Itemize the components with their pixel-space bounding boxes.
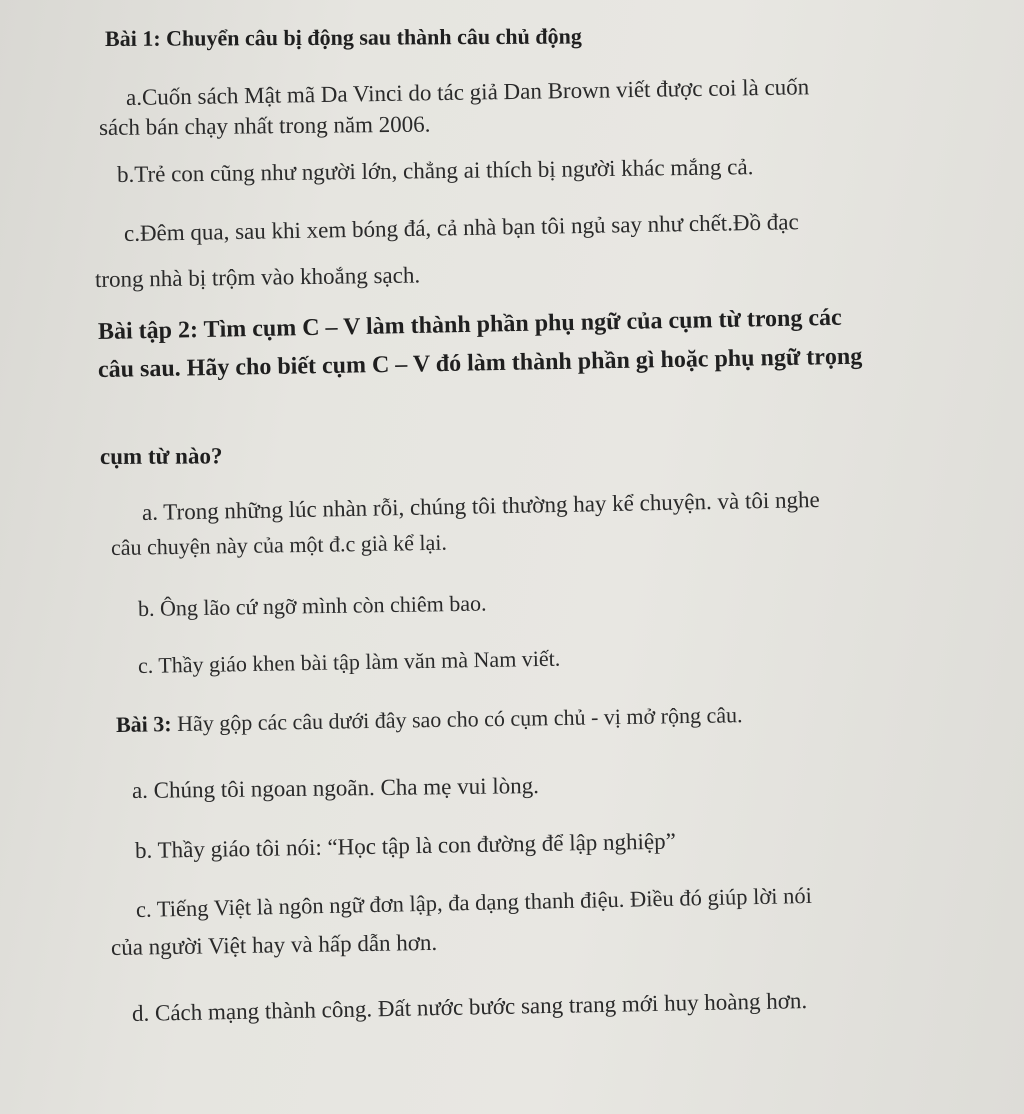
exercise-3-item-c-line2: của người Việt hay và hấp dẫn hơn. — [110, 929, 438, 960]
exercise-2-item-b: b. Ông lão cứ ngỡ mình còn chiêm bao. — [137, 590, 487, 621]
exercise-2-item-a-line2: câu chuyện này của một đ.c già kể lại. — [110, 529, 448, 560]
exercise-3-instruction: Hãy gộp các câu dưới đây sao cho có cụm chủ - vị mở rộng câu. — [171, 702, 743, 737]
exercise-2-title-line3: cụm từ nào? — [99, 443, 223, 469]
exercise-3-title — [116, 701, 743, 739]
exercise-2-title-line2: câu sau. Hãy cho biết cụm C – V đó làm thành phần gì hoặc phụ ngữ trọng — [97, 343, 863, 383]
exercise-3-item-c-line1: c. Tiếng Việt là ngôn ngữ đơn lập, đa dạng thanh điệu. Điều đó giúp lời nói — [135, 882, 813, 922]
exercise-1-item-c-line1: c.Đêm qua, sau khi xem bóng đá, cả nhà bạn tôi ngủ say như chết.Đồ đạc — [123, 209, 799, 246]
exercise-3-item-b: b. Thầy giáo tôi nói: “Học tập là con đường để lập nghiệp” — [134, 828, 677, 863]
exercise-1-item-b: b.Trẻ con cũng như người lớn, chẳng ai thích bị người khác mắng cả. — [116, 154, 754, 187]
exercise-1-item-a-line2: sách bán chạy nhất trong năm 2006. — [98, 111, 431, 140]
exercise-3-item-d: d. Cách mạng thành công. Đất nước bước sang trang mới huy hoàng hơn. — [131, 988, 808, 1026]
exercise-1-item-c-line2: trong nhà bị trộm vào khoắng sạch. — [94, 262, 421, 292]
exercise-1-item-a-line1: a.Cuốn sách Mật mã Da Vinci do tác giả Dan Brown viết được coi là cuốn — [125, 74, 810, 110]
exercise-3-item-a: a. Chúng tôi ngoan ngoãn. Cha mẹ vui lòng. — [131, 773, 540, 803]
exercise-2-title-line1: Bài tập 2: Tìm cụm C – V làm thành phần phụ ngữ của cụm từ trong các — [97, 304, 842, 345]
exercise-2-item-c: c. Thầy giáo khen bài tập làm văn mà Nam viết. — [137, 645, 561, 678]
exercise-3-label: Bài 3: — [115, 711, 172, 737]
exercise-2-item-a-line1: a. Trong những lúc nhàn rỗi, chúng tôi thường hay kể chuyện. và tôi nghe — [141, 486, 820, 525]
exercise-1-title: Bài 1: Chuyển câu bị động sau thành câu chủ động — [104, 23, 582, 51]
